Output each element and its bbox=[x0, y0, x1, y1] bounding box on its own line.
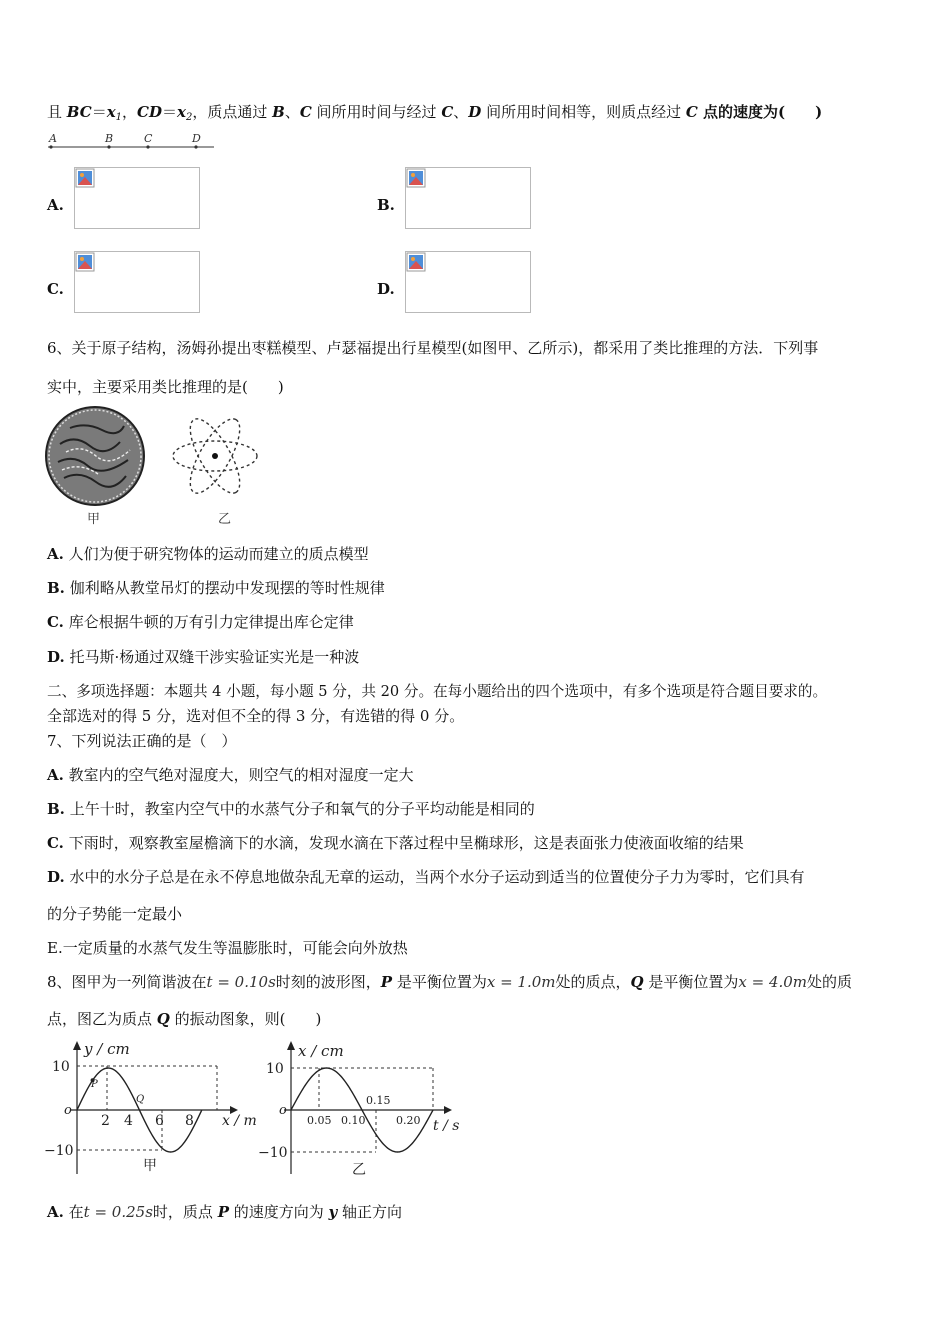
q7-option-e: E.一定质量的水蒸气发生等温膨胀时，可能会向外放热 bbox=[47, 939, 408, 957]
yi-tick-0.15: 0.15 bbox=[366, 1094, 391, 1107]
jia-tick-2: 2 bbox=[101, 1113, 110, 1129]
q8-option-a: A. 在t = 0.25s时，质点 P 的速度方向为 y 轴正方向 bbox=[47, 1203, 403, 1221]
jia-tick-8: 8 bbox=[185, 1113, 194, 1129]
q5-option-c-image[interactable] bbox=[74, 251, 200, 313]
broken-image-icon bbox=[406, 168, 426, 188]
q8-stem-line2: 点，图乙为质点 Q 的振动图象，则( ) bbox=[47, 1010, 322, 1028]
jia-y-label: y / cm bbox=[84, 1040, 130, 1058]
section2-line1: 二、多项选择题：本题共 4 小题，每小题 5 分，共 20 分。在每小题给出的四个选项中，有多个选项是符合题目要求的。 bbox=[47, 683, 828, 700]
yi-tick-10: 10 bbox=[266, 1061, 284, 1077]
jia-annotation-p: P bbox=[91, 1079, 98, 1090]
jia-title: 甲 bbox=[143, 1158, 157, 1174]
q6-stem-line1: 6、关于原子结构，汤姆孙提出枣糕模型、卢瑟福提出行星模型(如图甲、乙所示)，都采用了类比推理的方法．下列事 bbox=[47, 339, 819, 357]
broken-image-icon bbox=[406, 252, 426, 272]
q7-option-c: C. 下雨时，观察教室屋檐滴下的水滴，发现水滴在下落过程中呈椭球形，这是表面张力使液面收缩的结果 bbox=[47, 834, 744, 852]
q5-option-b-image[interactable] bbox=[405, 167, 531, 229]
q7-option-b: B. 上午十时，教室内空气中的水蒸气分子和氧气的分子平均动能是相同的 bbox=[47, 800, 535, 818]
jia-annotation-q: Q bbox=[136, 1094, 145, 1105]
broken-image-icon bbox=[75, 168, 95, 188]
vibration-graph-yi bbox=[258, 1038, 468, 1178]
yi-tick-0.10: 0.10 bbox=[341, 1114, 366, 1127]
section2-line2: 全部选对的得 5 分，选对但不全的得 3 分，有选错的得 0 分。 bbox=[47, 707, 465, 725]
jia-tick-neg10: −10 bbox=[44, 1143, 74, 1159]
figure-label-yi: 乙 bbox=[218, 512, 232, 527]
q5-line-figure bbox=[46, 130, 218, 154]
rutherford-planetary-model bbox=[173, 412, 257, 500]
q5-stem: 且 $BC=x_1$，$CD=x_2$，质点通过 B、C 间所用时间与经过 C、D 间所用时间相等，则质点经过 C 点的速度为( ) bbox=[47, 103, 823, 123]
q7-option-d: D. 水中的水分子总是在永不停息地做杂乱无章的运动，当两个水分子运动到适当的位置使分子力为零时，它们具有 bbox=[47, 868, 805, 886]
yi-y-arrow bbox=[287, 1041, 295, 1050]
q5-option-d-letter: D. bbox=[377, 280, 395, 298]
q5-point-c bbox=[146, 145, 149, 148]
q6-option-d: D. 托马斯·杨通过双缝干涉实验证实光是一种波 bbox=[47, 648, 360, 666]
q5-label-d: D bbox=[192, 132, 201, 145]
q6-atom-figures bbox=[40, 404, 270, 528]
wave-graph-jia bbox=[40, 1038, 265, 1178]
q5-option-a-image[interactable] bbox=[74, 167, 200, 229]
yi-tick-0.20: 0.20 bbox=[396, 1114, 421, 1127]
q7-option-a: A. 教室内的空气绝对湿度大，则空气的相对湿度一定大 bbox=[47, 766, 414, 784]
q6-option-a: A. 人们为便于研究物体的运动而建立的质点模型 bbox=[47, 545, 369, 563]
q6-option-b: B. 伽利略从教堂吊灯的摆动中发现摆的等时性规律 bbox=[47, 579, 385, 597]
yi-x-label: t / s bbox=[433, 1118, 460, 1134]
yi-tick-neg10: −10 bbox=[258, 1145, 288, 1161]
yi-x-arrow bbox=[444, 1106, 452, 1114]
yi-title: 乙 bbox=[352, 1162, 366, 1178]
q5-label-a: A bbox=[49, 132, 57, 145]
figure-label-jia: 甲 bbox=[87, 512, 101, 527]
jia-tick-10: 10 bbox=[52, 1059, 70, 1075]
thomson-plum-pudding-model bbox=[46, 407, 144, 505]
q5-label-b: B bbox=[105, 132, 114, 145]
jia-x-label: x / m bbox=[222, 1113, 257, 1129]
q5-label-c: C bbox=[144, 132, 153, 145]
q5-option-a-letter: A. bbox=[47, 196, 64, 214]
q5-point-d bbox=[194, 145, 197, 148]
q6-option-c: C. 库仑根据牛顿的万有引力定律提出库仑定律 bbox=[47, 613, 354, 631]
yi-tick-0.05: 0.05 bbox=[307, 1114, 332, 1127]
jia-tick-origin: o bbox=[64, 1103, 72, 1118]
broken-image-icon bbox=[75, 252, 95, 272]
q5-point-b bbox=[107, 145, 110, 148]
q5-option-c-letter: C. bbox=[47, 280, 64, 298]
jia-y-arrow bbox=[73, 1041, 81, 1050]
q8-stem-line1: 8、图甲为一列简谐波在t = 0.10s时刻的波形图，P 是平衡位置为x = 1.0m处的质点，Q 是平衡位置为x = 4.0m处的质 bbox=[47, 973, 853, 991]
jia-tick-6: 6 bbox=[155, 1113, 164, 1129]
yi-y-label: x / cm bbox=[298, 1042, 344, 1060]
q6-stem-line2: 实中，主要采用类比推理的是( ) bbox=[47, 378, 284, 396]
q5-option-b-letter: B. bbox=[377, 196, 395, 214]
q5-option-d-image[interactable] bbox=[405, 251, 531, 313]
jia-tick-4: 4 bbox=[124, 1113, 133, 1129]
yi-tick-origin: o bbox=[279, 1103, 287, 1118]
q7-option-d-continued: 的分子势能一定最小 bbox=[47, 905, 183, 923]
q5-point-a bbox=[49, 145, 52, 148]
q7-stem: 7、下列说法正确的是（ ） bbox=[47, 732, 237, 750]
